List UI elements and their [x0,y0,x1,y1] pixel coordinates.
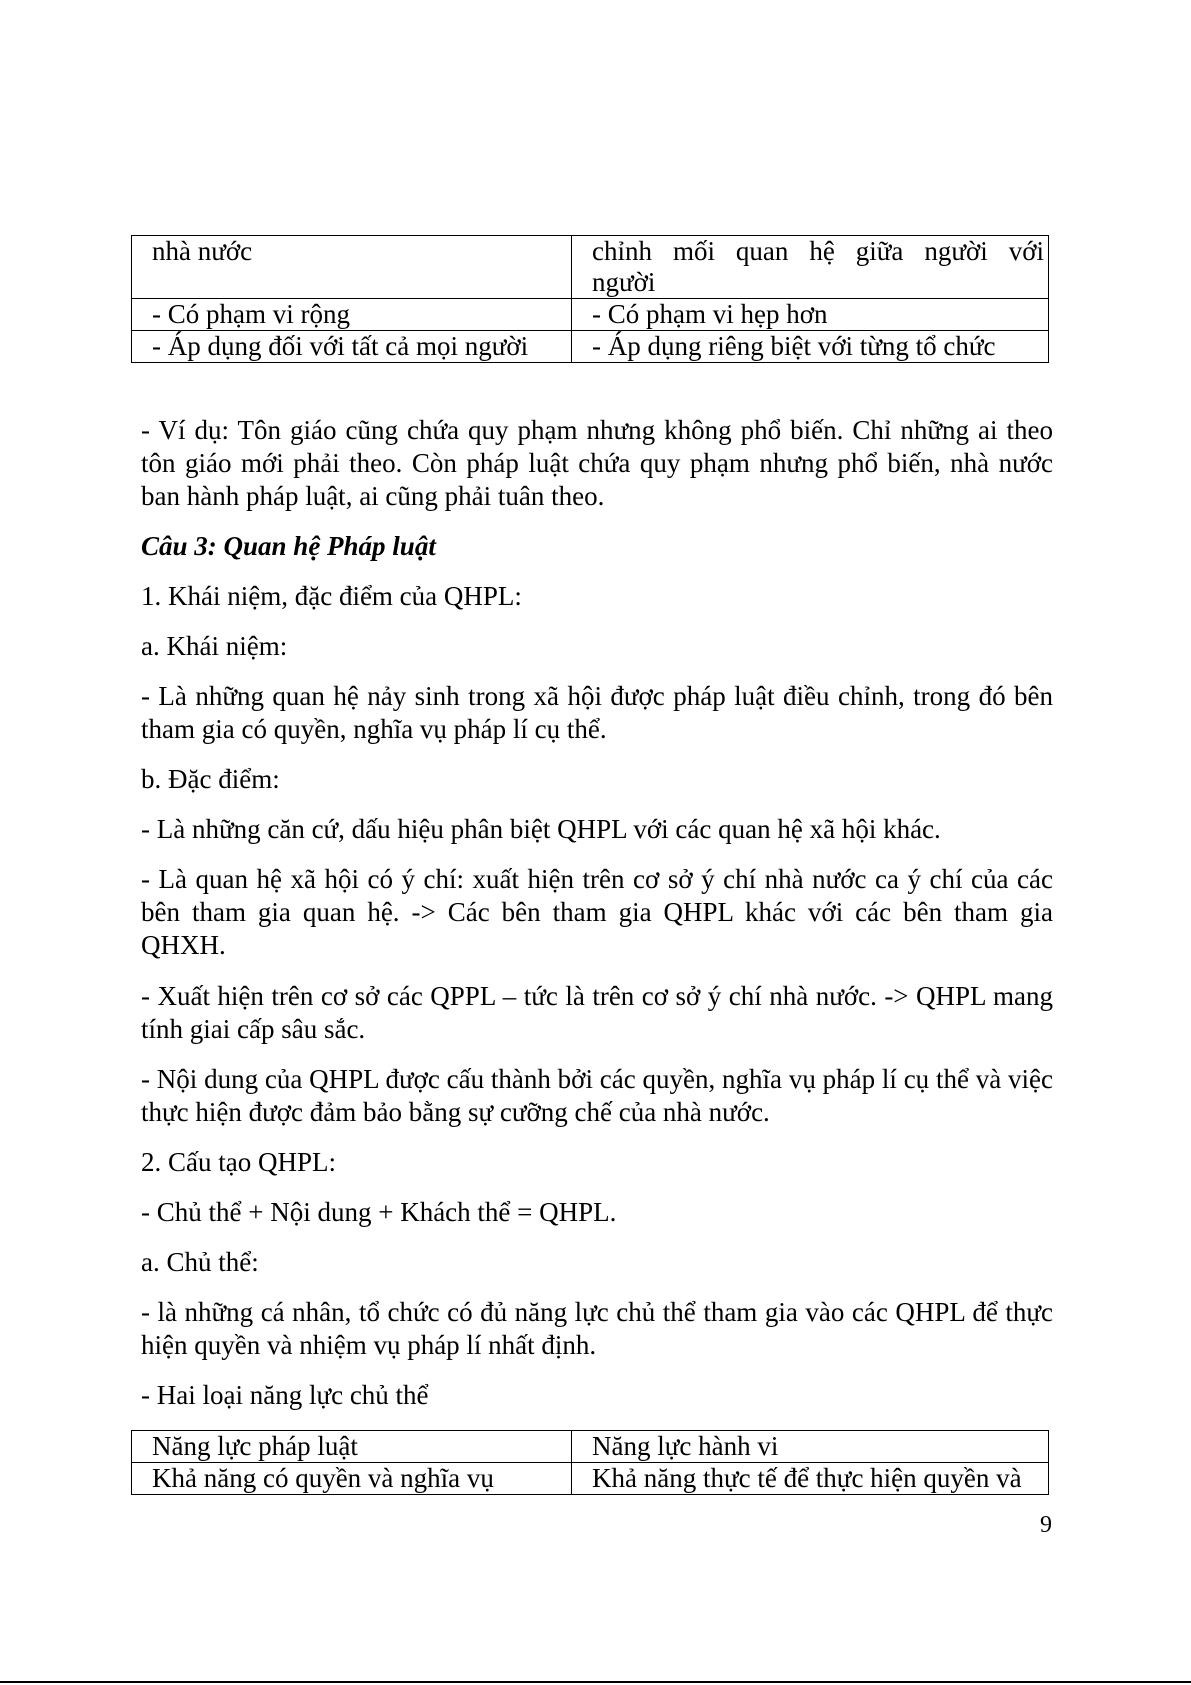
capacity-table [131,1430,1049,1495]
table-cell: - Có phạm vi rộng [132,299,572,331]
paragraph: - Hai loại năng lực chủ thể [141,1380,429,1410]
table-cell: Khả năng thực tế để thực hiện quyền và [572,1463,1049,1495]
table-cell [572,236,1049,299]
paragraph: - Xuất hiện trên cơ sở các QPPL – tức là trên cơ sở ý chí nhà nước. -> QHPL mang tính giai cấp sâu sắc. [141,981,1053,1044]
table-cell: - Áp dụng đối với tất cả mọi người [132,331,572,363]
section-heading: Câu 3: Quan hệ Pháp luật [141,531,436,561]
paragraph: - Là những quan hệ nảy sinh trong xã hội được pháp luật điều chỉnh, trong đó bên tham gia có quyền, nghĩa vụ pháp lí cụ thể. [141,681,1053,744]
table-row [132,1431,1049,1463]
table-cell: Năng lực pháp luật [132,1431,572,1463]
table-cell: Năng lực hành vi [572,1431,1049,1463]
subsection-title: 2. Cấu tạo QHPL: [141,1147,336,1177]
subsection-title: a. Chủ thể: [141,1247,259,1277]
table-row [132,331,1049,363]
page-number: 9 [1040,1512,1052,1538]
table-row [132,299,1049,331]
table-row [132,236,1049,299]
subsection-title: b. Đặc điểm: [141,764,280,794]
table-cell: - Có phạm vi hẹp hơn [572,299,1049,331]
table-cell: nhà nước [132,236,572,299]
paragraph: - Chủ thể + Nội dung + Khách thể = QHPL. [141,1197,617,1227]
table-cell: - Áp dụng riêng biệt với từng tổ chức [572,331,1049,363]
subsection-title: 1. Khái niệm, đặc điểm của QHPL: [141,581,522,611]
bottom-rule [0,1681,1191,1683]
paragraph: - Là quan hệ xã hội có ý chí: xuất hiện trên cơ sở ý chí nhà nước ca ý chí của các bên tham gia quan hệ. -> Các bên tham gia QHPL khác với các bên tham gia QHXH. [141,864,1053,960]
cell-line: chỉnh mối quan hệ giữa người với [592,236,1044,266]
subsection-title: a. Khái niệm: [141,631,288,661]
example-paragraph: - Ví dụ: Tôn giáo cũng chứa quy phạm nhưng không phổ biến. Chỉ những ai theo tôn giáo mới phải theo. Còn pháp luật chứa quy phạm nhưng phổ biến, nhà nước ban hành pháp luật, ai cũng phải tuân theo. [141,415,1053,511]
paragraph: - Là những căn cứ, dấu hiệu phân biệt QHPL với các quan hệ xã hội khác. [141,814,941,844]
cell-line: người [592,267,656,297]
table-cell: Khả năng có quyền và nghĩa vụ [132,1463,572,1495]
paragraph: - Nội dung của QHPL được cấu thành bởi các quyền, nghĩa vụ pháp lí cụ thể và việc thực hiện được đảm bảo bằng sự cưỡng chế của nhà nước. [141,1064,1053,1127]
table-row [132,1463,1049,1495]
paragraph: - là những cá nhân, tổ chức có đủ năng lực chủ thể tham gia vào các QHPL để thực hiện quyền và nhiệm vụ pháp lí nhất định. [141,1297,1053,1360]
comparison-table-continued [131,235,1049,363]
